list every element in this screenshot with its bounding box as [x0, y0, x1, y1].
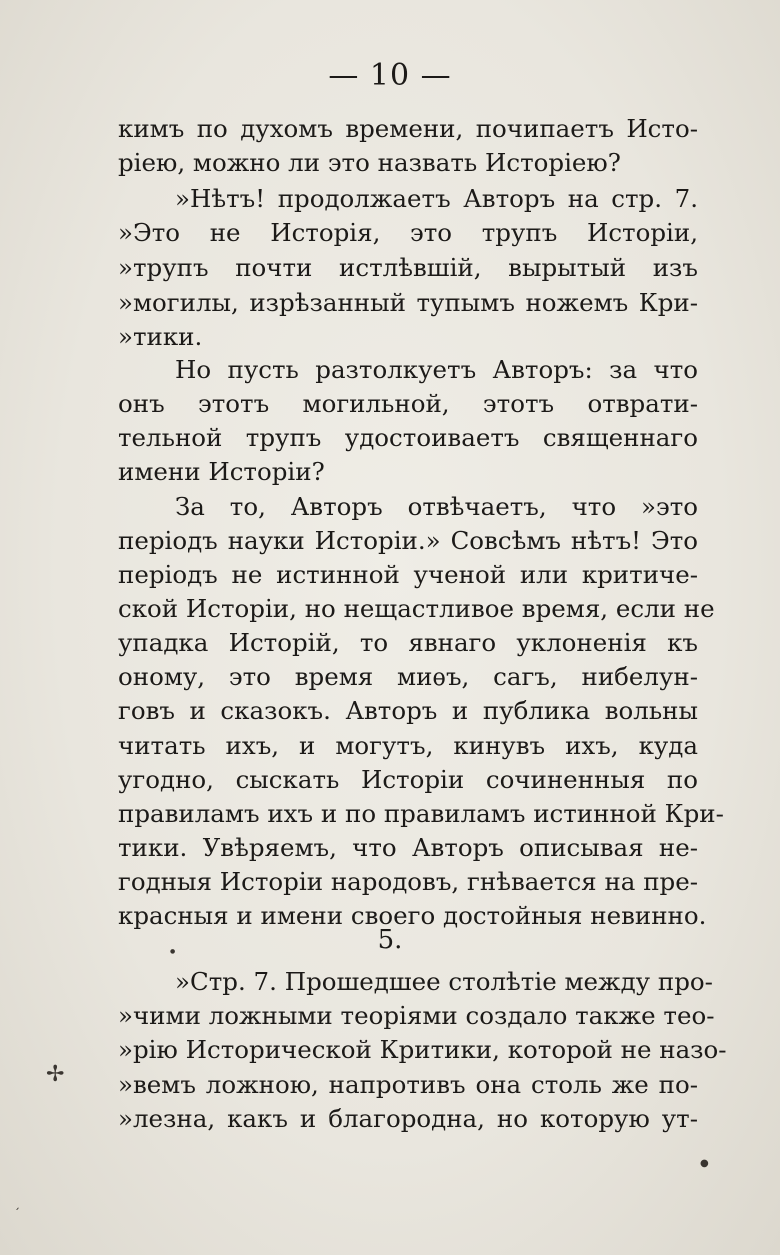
ink-speck-icon: ˏ — [14, 1196, 20, 1210]
text-line-3: »Нѣтъ! продолжаетъ Авторъ на стр. 7. — [175, 184, 698, 213]
text-line-15: ской Исторіи, но нещастливое время, если не — [118, 594, 715, 623]
page-number: — 10 — — [328, 58, 452, 93]
text-line-16: упадка Исторій, то явнаго уклоненія къ — [118, 628, 698, 657]
text-line-25: »Стр. 7. Прошедшее столѣтіе между про- — [175, 967, 713, 996]
margin-mark-icon: ✢ — [46, 1062, 65, 1087]
text-line-28: »вемъ ложною, напротивъ она столь же по- — [118, 1070, 698, 1099]
text-line-1: кимъ по духомъ времени, почипаетъ Исто- — [118, 114, 698, 143]
text-line-5: »трупъ почти истлѣвшій, вырытый изъ — [118, 253, 698, 282]
ink-speck-icon: ● — [170, 948, 176, 955]
text-line-8: Но пусть разтолкуетъ Авторъ: за что — [175, 355, 698, 384]
text-line-11: имени Исторіи? — [118, 457, 325, 486]
text-line-9: онъ этотъ могильной, этотъ отврати- — [118, 389, 698, 418]
text-line-14: періодъ не истинной ученой или критиче- — [118, 560, 698, 589]
text-line-29: »лезна, какъ и благородна, но которую ут- — [118, 1104, 698, 1133]
text-line-10: тельной трупъ удостоиваетъ священнаго — [118, 423, 698, 452]
text-line-7: »тики. — [118, 322, 203, 351]
text-line-19: читать ихъ, и могутъ, кинувъ ихъ, куда — [118, 731, 698, 760]
section-number: 5. — [377, 925, 403, 955]
text-line-20: угодно, сыскать Исторіи сочиненныя по — [118, 765, 698, 794]
text-line-27: »рію Исторической Критики, которой не назо- — [118, 1035, 727, 1064]
text-line-23: годныя Исторіи народовъ, гнѣвается на пре- — [118, 867, 698, 896]
text-line-22: тики. Увѣряемъ, что Авторъ описывая не- — [118, 833, 698, 862]
text-line-24: красныя и имени своего достойныя невинно. — [118, 901, 707, 930]
text-line-21: правиламъ ихъ и по правиламъ истинной Кри- — [118, 799, 724, 828]
text-line-18: говъ и сказокъ. Авторъ и публика вольны — [118, 696, 698, 725]
text-line-6: »могилы, изрѣзанный тупымъ ножемъ Кри- — [118, 288, 698, 317]
text-line-2: ріею, можно ли это назвать Исторіею? — [118, 148, 621, 177]
text-line-12: За то, Авторъ отвѣчаетъ, что »это — [175, 492, 698, 521]
text-line-26: »чими ложными теоріями создало также тео- — [118, 1001, 715, 1030]
ink-speck-icon: ● — [700, 1158, 709, 1169]
text-line-4: »Это не Исторія, это трупъ Исторіи, — [118, 218, 698, 247]
text-line-13: періодъ науки Исторіи.» Совсѣмъ нѣтъ! Это — [118, 526, 698, 555]
text-line-17: оному, это время миѳъ, сагъ, нибелун- — [118, 662, 698, 691]
